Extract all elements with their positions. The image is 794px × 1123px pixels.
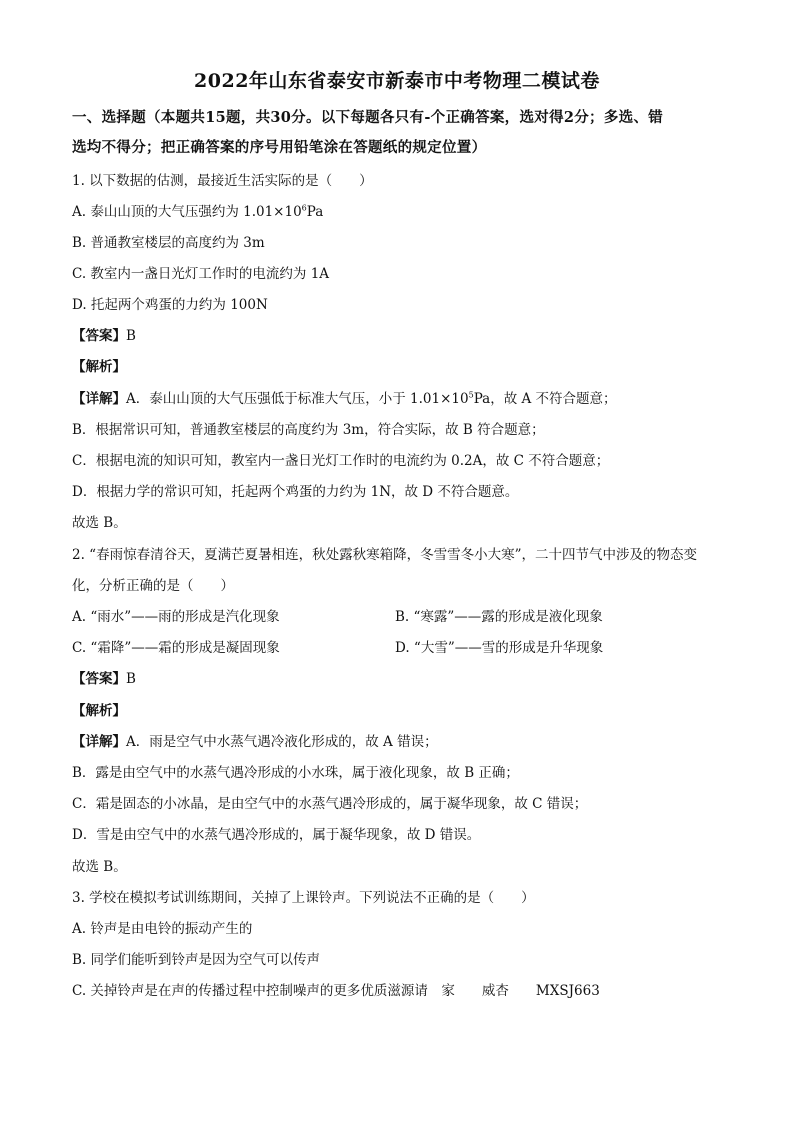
q1-detail-c: C．根据电流的知识可知，教室内一盏日光灯工作时的电流约为 0.2A，故 C 不符合题意； bbox=[72, 453, 610, 469]
q2-answer: 【答案】B bbox=[72, 671, 136, 687]
q1-detail-b: B．根据常识可知，普通教室楼层的高度约为 3m，符合实际，故 B 符合题意； bbox=[72, 422, 545, 438]
q2-conclusion: 故选 B。 bbox=[72, 859, 127, 875]
q3-stem: 3. 学校在模拟考试训练期间，关掉了上课铃声。下列说法不正确的是（ ） bbox=[72, 890, 535, 906]
q1-conclusion: 故选 B。 bbox=[72, 515, 127, 531]
q3-option-c: C. 关掉铃声是在声的传播过程中控制噪声的更多优质滋源请 家 威杏 MXSJ663 bbox=[72, 983, 600, 999]
q1-answer: 【答案】B bbox=[72, 328, 136, 344]
q1-option-d: D. 托起两个鸡蛋的力约为 100N bbox=[72, 297, 268, 313]
q2-detail-a: 【详解】A．雨是空气中水蒸气遇冷液化形成的，故 A 错误； bbox=[72, 734, 438, 750]
page-title: 2022年山东省泰安市新泰市中考物理二模试卷 bbox=[194, 70, 600, 92]
q1-stem: 1. 以下数据的估测，最接近生活实际的是（ ） bbox=[72, 173, 373, 189]
q2-option-c: C. “霜降”——霜的形成是凝固现象 bbox=[72, 640, 280, 656]
q2-detail-d: D．雪是由空气中的水蒸气遇冷形成的，属于凝华现象，故 D 错误。 bbox=[72, 827, 481, 843]
section-heading-line1: 一、选择题（本题共15题，共30分。以下每题各只有-个正确答案，选对得2分；多选、错 bbox=[72, 109, 664, 126]
q2-option-d: D. “大雪”——雪的形成是升华现象 bbox=[395, 640, 604, 656]
q2-stem-line1: 2. “春雨惊春清谷天，夏满芒夏暑相连，秋处露秋寒箱降，冬雪雪冬小大寒”，二十四节气中涉及的物态变 bbox=[72, 547, 697, 563]
section-heading-line2: 选均不得分；把正确答案的序号用铅笔涂在答题纸的规定位置） bbox=[72, 139, 487, 156]
q2-option-b: B. “寒露”——露的形成是液化现象 bbox=[395, 609, 603, 625]
q2-stem-line2: 化，分析正确的是（ ） bbox=[72, 578, 234, 594]
q2-detail-b: B．露是由空气中的水蒸气遇冷形成的小水珠，属于液化现象，故 B 正确； bbox=[72, 765, 519, 781]
q2-detail-c: C．霜是固态的小冰晶，是由空气中的水蒸气遇冷形成的，属于凝华现象，故 C 错误； bbox=[72, 796, 588, 812]
q2-analysis-label: 【解析】 bbox=[72, 703, 126, 719]
q1-detail-a: 【详解】A．泰山山顶的大气压强低于标准大气压，小于 $1.01\times 10^5Pa$，故 A 不符合题意； bbox=[72, 390, 617, 407]
q3-option-a: A. 铃声是由电铃的振动产生的 bbox=[72, 921, 253, 937]
q1-option-a: A. 泰山山顶的大气压强约为 $1.01\times 10^6Pa$ bbox=[72, 203, 324, 220]
q2-option-a: A. “雨水”——雨的形成是汽化现象 bbox=[72, 609, 280, 625]
q1-option-c: C. 教室内一盏日光灯工作时的电流约为 1A bbox=[72, 266, 330, 282]
q3-option-b: B. 同学们能听到铃声是因为空气可以传声 bbox=[72, 952, 321, 968]
q1-detail-d: D．根据力学的常识可知，托起两个鸡蛋的力约为 1N，故 D 不符合题意。 bbox=[72, 484, 519, 500]
q1-option-b: B. 普通教室楼层的高度约为 3m bbox=[72, 235, 265, 251]
q1-analysis-label: 【解析】 bbox=[72, 359, 126, 375]
